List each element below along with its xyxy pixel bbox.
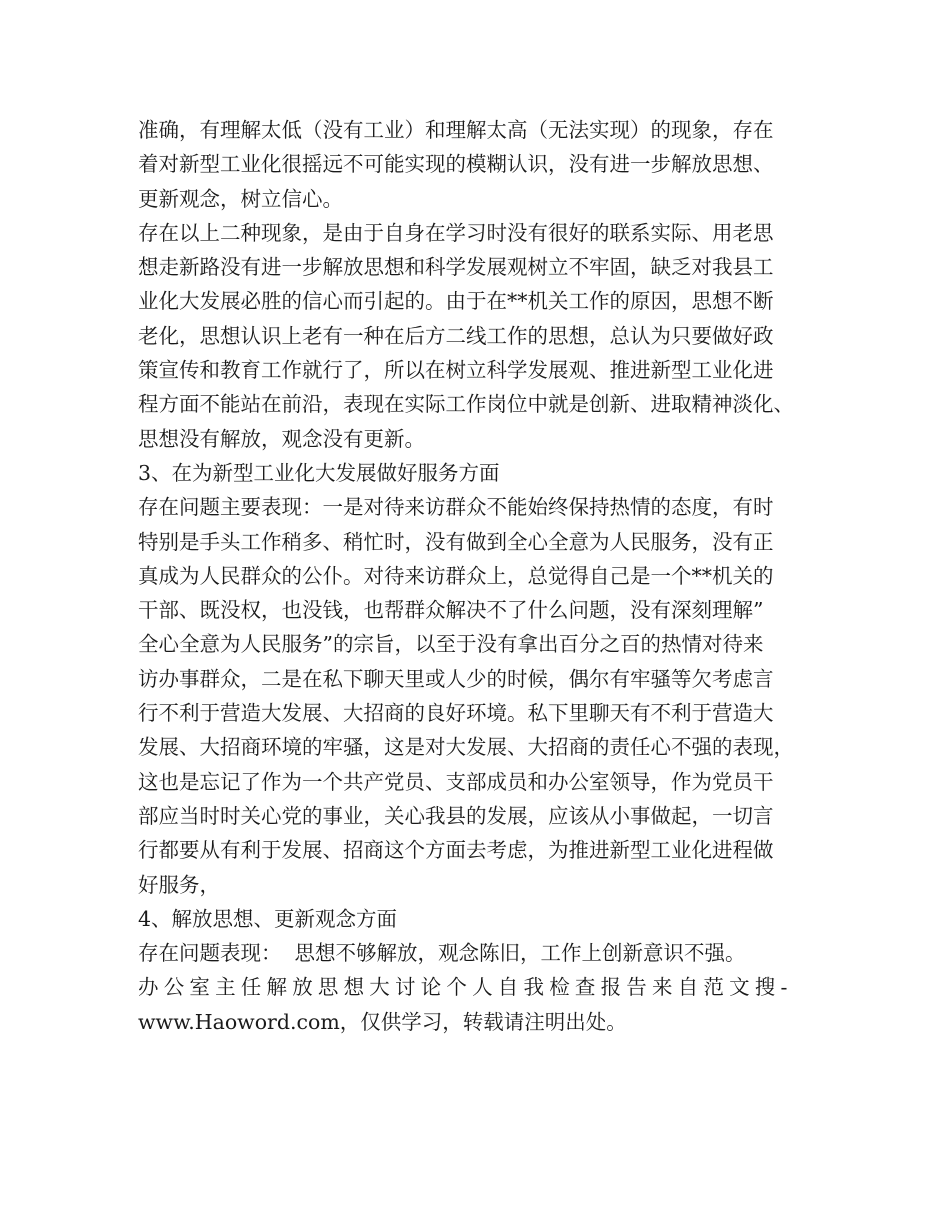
text-line: 着对新型工业化很摇远不可能实现的模糊认识，没有进一步解放思想、 bbox=[138, 152, 774, 177]
text-line: 老化，思想认识上老有一种在后方二线工作的思想，总认为只要做好政 bbox=[138, 323, 774, 348]
text-line: 想走新路没有进一步解放思想和科学发展观树立不牢固，缺乏对我县工 bbox=[138, 255, 774, 280]
text-line: 特别是手头工作稍多、稍忙时，没有做到全心全意为人民服务，没有正 bbox=[138, 529, 774, 554]
text-line: 干部、既没权，也没钱，也帮群众解决不了什么问题，没有深刻理解” bbox=[138, 598, 764, 623]
section-heading: 3、在为新型工业化大发展做好服务方面 bbox=[138, 460, 500, 485]
text-line: 行都要从有利于发展、招商这个方面去考虑，为推进新型工业化进程做 bbox=[138, 838, 774, 863]
source-note-line: 办公室主任解放思想大讨论个人自我检查报告来自范文搜- bbox=[138, 975, 793, 1000]
text-line: 全心全意为人民服务”的宗旨，以至于没有拿出百分之百的热情对待来 bbox=[138, 632, 764, 657]
text-line: 存在问题主要表现：一是对待来访群众不能始终保持热情的态度，有时 bbox=[138, 495, 774, 520]
text-line: 部应当时时关心党的事业，关心我县的发展，应该从小事做起，一切言 bbox=[138, 803, 774, 828]
text-line: 更新观念，树立信心。 bbox=[138, 186, 343, 211]
text-line: 真成为人民群众的公仆。对待来访群众上，总觉得自己是一个**机关的 bbox=[138, 563, 774, 588]
text-line: 存在以上二种现象，是由于自身在学习时没有很好的联系实际、用老思 bbox=[138, 220, 774, 245]
text-line: 策宣传和教育工作就行了，所以在树立科学发展观、推进新型工业化进 bbox=[138, 358, 774, 383]
section-heading: 4、解放思想、更新观念方面 bbox=[138, 906, 398, 931]
text-line: 业化大发展必胜的信心而引起的。由于在**机关工作的原因，思想不断 bbox=[138, 289, 774, 314]
source-note-line: www.Haoword.com，仅供学习，转载请注明出处。 bbox=[138, 1009, 627, 1034]
text-line: 行不利于营造大发展、大招商的良好环境。私下里聊天有不利于营造大 bbox=[138, 701, 774, 726]
text-line: 这也是忘记了作为一个共产党员、支部成员和办公室领导，作为党员干 bbox=[138, 769, 774, 794]
text-line: 好服务， bbox=[138, 872, 220, 897]
text-line: 准确，有理解太低（没有工业）和理解太高（无法实现）的现象，存在 bbox=[138, 118, 774, 142]
text-line: 程方面不能站在前沿，表现在实际工作岗位中就是创新、进取精神淡化、 bbox=[138, 392, 794, 417]
text-line: 访办事群众，二是在私下聊天里或人少的时候，偶尔有牢骚等欠考虑言 bbox=[138, 666, 774, 691]
text-line: 发展、大招商环境的牢骚，这是对大发展、大招商的责任心不强的表现， bbox=[138, 735, 794, 760]
text-line: 思想没有解放，观念没有更新。 bbox=[138, 426, 425, 451]
document-body bbox=[138, 113, 828, 1039]
text-line: 存在问题表现： 思想不够解放，观念陈旧，工作上创新意识不强。 bbox=[138, 941, 746, 966]
